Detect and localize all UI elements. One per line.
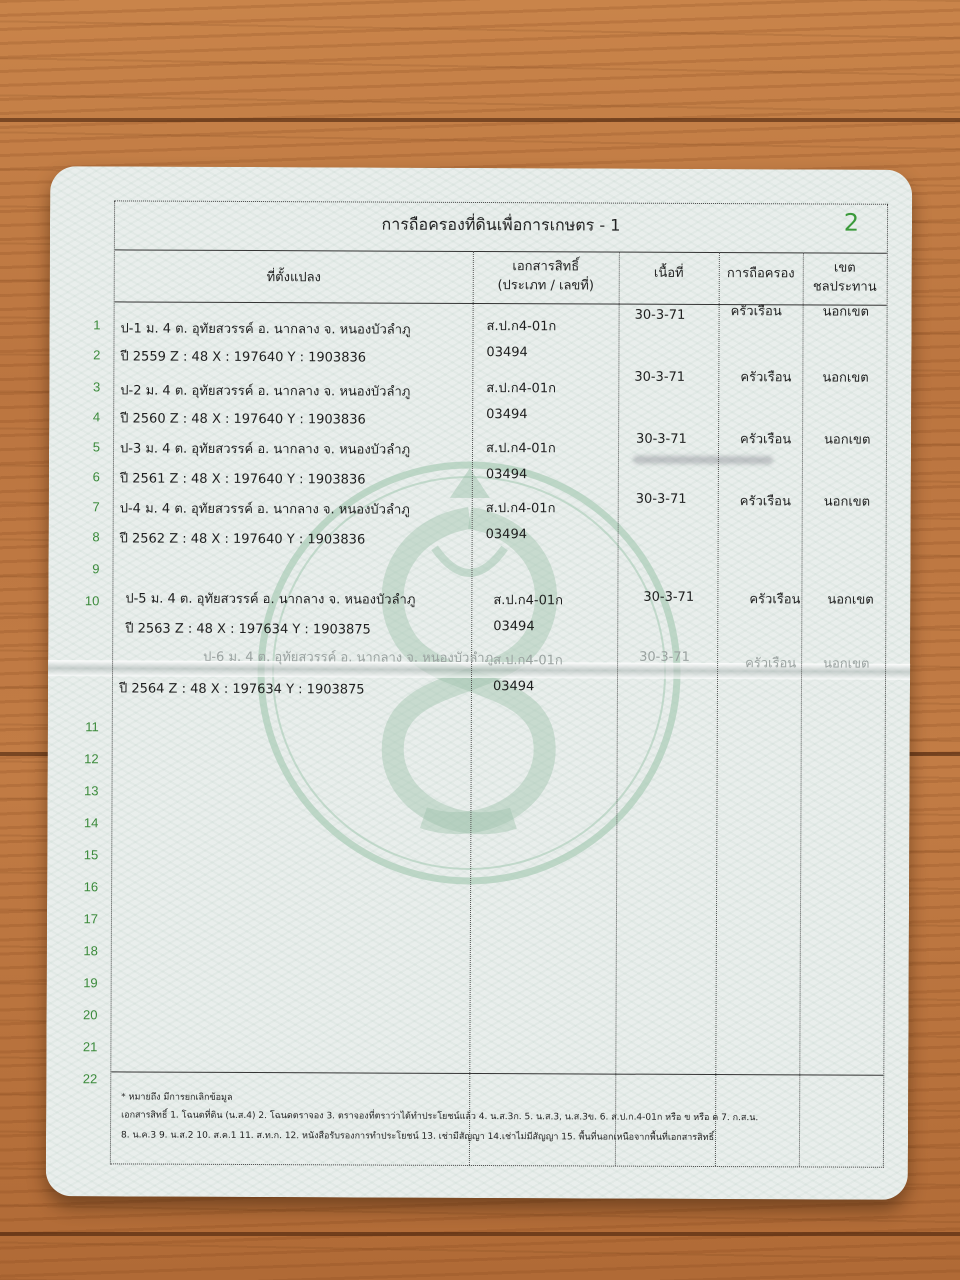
header-zone-line1: เขต — [833, 260, 856, 276]
row-number: 17 — [83, 911, 99, 927]
row-number: 9 — [92, 561, 100, 577]
row-number: 16 — [83, 879, 99, 895]
irrigation-zone: นอกเขต — [824, 432, 871, 448]
plot-coordinates: ปี 2559 Z : 48 X : 197640 Y : 1903836 — [120, 349, 367, 366]
row-number: 8 — [92, 529, 100, 545]
header-zone-line2: ชลประทาน — [812, 279, 877, 295]
plot-area: 30-3-71 — [643, 589, 695, 605]
document-type: ส.ป.ก4-01ก — [486, 381, 557, 397]
irrigation-zone: นอกเขต — [822, 370, 869, 386]
plot-location: ป-4 ม. 4 ต. อุทัยสวรรค์ อ. นากลาง จ. หนองบัวลำภู — [119, 501, 410, 518]
col-divider — [469, 251, 474, 1165]
plot-location: ป-3 ม. 4 ต. อุทัยสวรรค์ อ. นากลาง จ. หนองบัวลำภู — [119, 441, 411, 458]
footer-rule — [111, 1071, 883, 1075]
irrigation-zone: นอกเขต — [822, 304, 869, 320]
plot-area: 30-3-71 — [634, 369, 686, 385]
col-divider — [715, 252, 720, 1166]
row-number: 22 — [82, 1071, 98, 1087]
irrigation-zone: นอกเขต — [827, 592, 874, 608]
tenure-type: ครัวเรือน — [739, 494, 791, 510]
header-area: เนื้อที่ — [653, 265, 684, 281]
row-number: 13 — [84, 783, 99, 799]
plot-coordinates: ปี 2561 Z : 48 X : 197640 Y : 1903836 — [119, 471, 366, 488]
tenure-type: ครัวเรือน — [730, 304, 782, 320]
plot-location: ป-1 ม. 4 ต. อุทัยสวรรค์ อ. นากลาง จ. หนองบัวลำภู — [120, 321, 411, 338]
header-document-line1: เอกสารสิทธิ์ — [512, 259, 580, 275]
land-book-page — [46, 166, 912, 1200]
tenure-type: ครัวเรือน — [749, 592, 801, 608]
row-number: 5 — [92, 439, 101, 455]
document-number: 03494 — [493, 619, 535, 635]
document-number: 03494 — [486, 407, 528, 423]
irrigation-zone-faded: นอกเขต — [823, 656, 870, 672]
plot-area: 30-3-71 — [634, 307, 686, 323]
plot-location: ป-2 ม. 4 ต. อุทัยสวรรค์ อ. นากลาง จ. หนองบัวลำภู — [120, 383, 411, 400]
row-number: 7 — [92, 499, 100, 515]
header-document-line2: (ประเภท / เลขที่) — [497, 278, 594, 294]
row-number: 4 — [92, 409, 101, 425]
footnote-note: * หมายถึง มีการยกเลิกข้อมูล — [121, 1092, 233, 1103]
table-frame — [82, 200, 888, 1167]
row-number: 14 — [83, 815, 99, 831]
document-number: 03494 — [485, 467, 528, 483]
header-document — [473, 257, 619, 296]
row-number: 18 — [83, 943, 98, 959]
document-type: ส.ป.ก4-01ก — [486, 319, 557, 335]
row-number: 2 — [93, 347, 101, 363]
document-number: 03494 — [485, 527, 528, 543]
plot-location-faded: ป-6 ม. 4 ต. อุทัยสวรรค์ อ. นากลาง จ. หนองบัวลำภู — [203, 649, 494, 667]
row-number: 3 — [93, 379, 101, 395]
header-location: ที่ตั้งแปลง — [266, 270, 321, 286]
row-number: 12 — [84, 751, 99, 767]
plot-coordinates: ปี 2562 Z : 48 X : 197640 Y : 1903836 — [119, 531, 366, 548]
page-title: การถือครองที่ดินเพื่อการเกษตร - 1 — [381, 214, 621, 235]
row-number: 10 — [84, 593, 100, 609]
row-number: 1 — [93, 317, 101, 333]
page-number: 2 — [843, 208, 860, 237]
col-divider — [615, 252, 620, 1166]
plot-coordinates: ปี 2560 Z : 48 X : 197640 Y : 1903836 — [120, 411, 366, 428]
row-number: 6 — [92, 469, 100, 485]
plot-coordinates: ปี 2564 Z : 48 X : 197634 Y : 1903875 — [118, 681, 365, 698]
plot-area: 30-3-71 — [635, 491, 687, 507]
row-number: 19 — [83, 975, 98, 991]
plot-coordinates: ปี 2563 Z : 48 X : 197634 Y : 1903875 — [125, 621, 371, 638]
document-number: 03494 — [492, 679, 535, 695]
plot-location: ป-5 ม. 4 ต. อุทัยสวรรค์ อ. นากลาง จ. หนองบัวลำภู — [125, 591, 416, 608]
row-number: 21 — [82, 1039, 98, 1055]
document-type: ส.ป.ก4-01ก — [485, 441, 556, 457]
footnote-legend-line2: 8. น.ค.3 9. น.ส.2 10. ส.ค.1 11. ส.ท.ก. 12. หนังสือรับรองการทำประโยชน์ 13. เช่ามีสัญญา 14.เช่าไม่มีสัญญา 15. พื้นที่นอกเหนือจากพื้นที่เอกสารสิทธิ์ — [121, 1130, 715, 1144]
plot-area-faded: 30-3-71 — [639, 649, 690, 665]
footnote-legend-line1: เอกสารสิทธิ์ 1. โฉนดที่ดิน (น.ส.4) 2. โฉนดตราจอง 3. ตราจองที่ตราว่าได้ทำประโยชน์แล้ว 4. น.ส.3ก. 5. น.ส.3, น.ส.3ข. 6. ส.ป.ก.4-01ก หรือ ข หรือ ค 7. ก.ส.น. — [121, 1110, 759, 1124]
tenure-type: ครัวเรือน — [740, 370, 792, 386]
row-number: 20 — [83, 1007, 98, 1023]
col-divider — [799, 252, 804, 1166]
header-irrigation-zone — [803, 258, 887, 296]
tenure-type: ครัวเรือน — [740, 432, 792, 448]
irrigation-zone: นอกเขต — [823, 494, 871, 510]
header-top-rule — [115, 249, 887, 253]
header-tenure: การถือครอง — [726, 266, 795, 282]
document-type-faded: ส.ป.ก4-01ก — [493, 653, 563, 669]
row-number: 11 — [85, 719, 99, 735]
tenure-type-faded: ครัวเรือน — [745, 656, 797, 672]
plot-area: 30-3-71 — [636, 431, 687, 447]
document-number: 03494 — [486, 345, 528, 361]
row-number: 15 — [83, 847, 99, 863]
document-type: ส.ป.ก4-01ก — [485, 501, 556, 517]
document-type: ส.ป.ก4-01ก — [493, 593, 564, 609]
